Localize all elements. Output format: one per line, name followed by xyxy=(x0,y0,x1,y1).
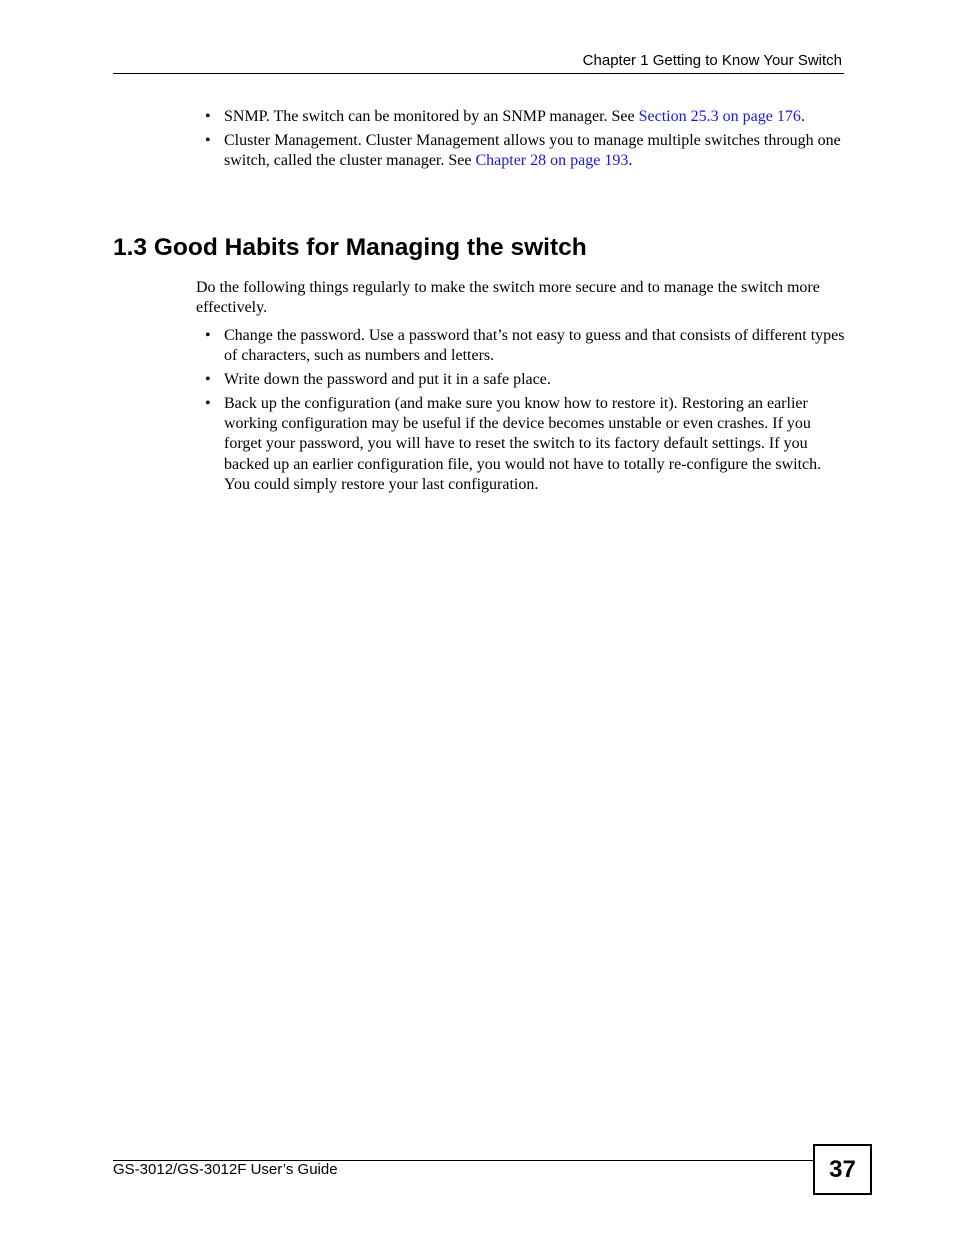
header-divider xyxy=(113,73,844,74)
bullet-icon: • xyxy=(205,371,211,389)
bullet-text: Cluster Management. Cluster Management allows you to manage multiple switches through one switch, called the cluster manager. See xyxy=(224,131,841,170)
bullet-icon: • xyxy=(205,327,211,344)
bullet-text: Back up the configuration (and make sure you know how to restore it). Restoring an earlier working configuration may be useful if the device becomes unstable or even crashes. If you forget your password, you will have to reset the switch to its factory default settings. If you backed up an earlier configuration file, you would not have to totally re-configure the switch. You could simply restore your last configuration. xyxy=(224,394,822,494)
habits-bullet-list xyxy=(205,326,845,499)
feature-bullet-list xyxy=(205,107,845,175)
bullet-icon: • xyxy=(205,394,211,412)
bullet-icon: • xyxy=(205,108,211,125)
list-item xyxy=(205,107,845,127)
bullet-icon: • xyxy=(205,131,211,149)
bullet-text: Write down the password and put it in a safe place. xyxy=(224,371,551,389)
section-heading: 1.3 Good Habits for Managing the switch xyxy=(113,234,587,261)
running-header: Chapter 1 Getting to Know Your Switch xyxy=(582,52,842,69)
bullet-text-end: . xyxy=(628,152,633,170)
list-item xyxy=(205,326,845,367)
section-25-3-link[interactable]: Section 25.3 on page 176 xyxy=(638,108,801,125)
chapter-28-link[interactable]: Chapter 28 on page 193 xyxy=(475,152,629,170)
bullet-text-end: . xyxy=(800,108,805,125)
guide-title: GS-3012/GS-3012F User’s Guide xyxy=(113,1161,338,1178)
list-item xyxy=(205,370,845,390)
page-number: 37 xyxy=(813,1144,872,1195)
bullet-text: SNMP. The switch can be monitored by an SNMP manager. See xyxy=(224,108,639,125)
bullet-text: Change the password. Use a password that’s not easy to guess and that consists of different types of characters, such as numbers and letters. xyxy=(224,327,845,365)
list-item xyxy=(205,394,845,495)
section-intro: Do the following things regularly to make the switch more secure and to manage the switch more effectively. xyxy=(196,279,820,317)
list-item xyxy=(205,131,845,172)
